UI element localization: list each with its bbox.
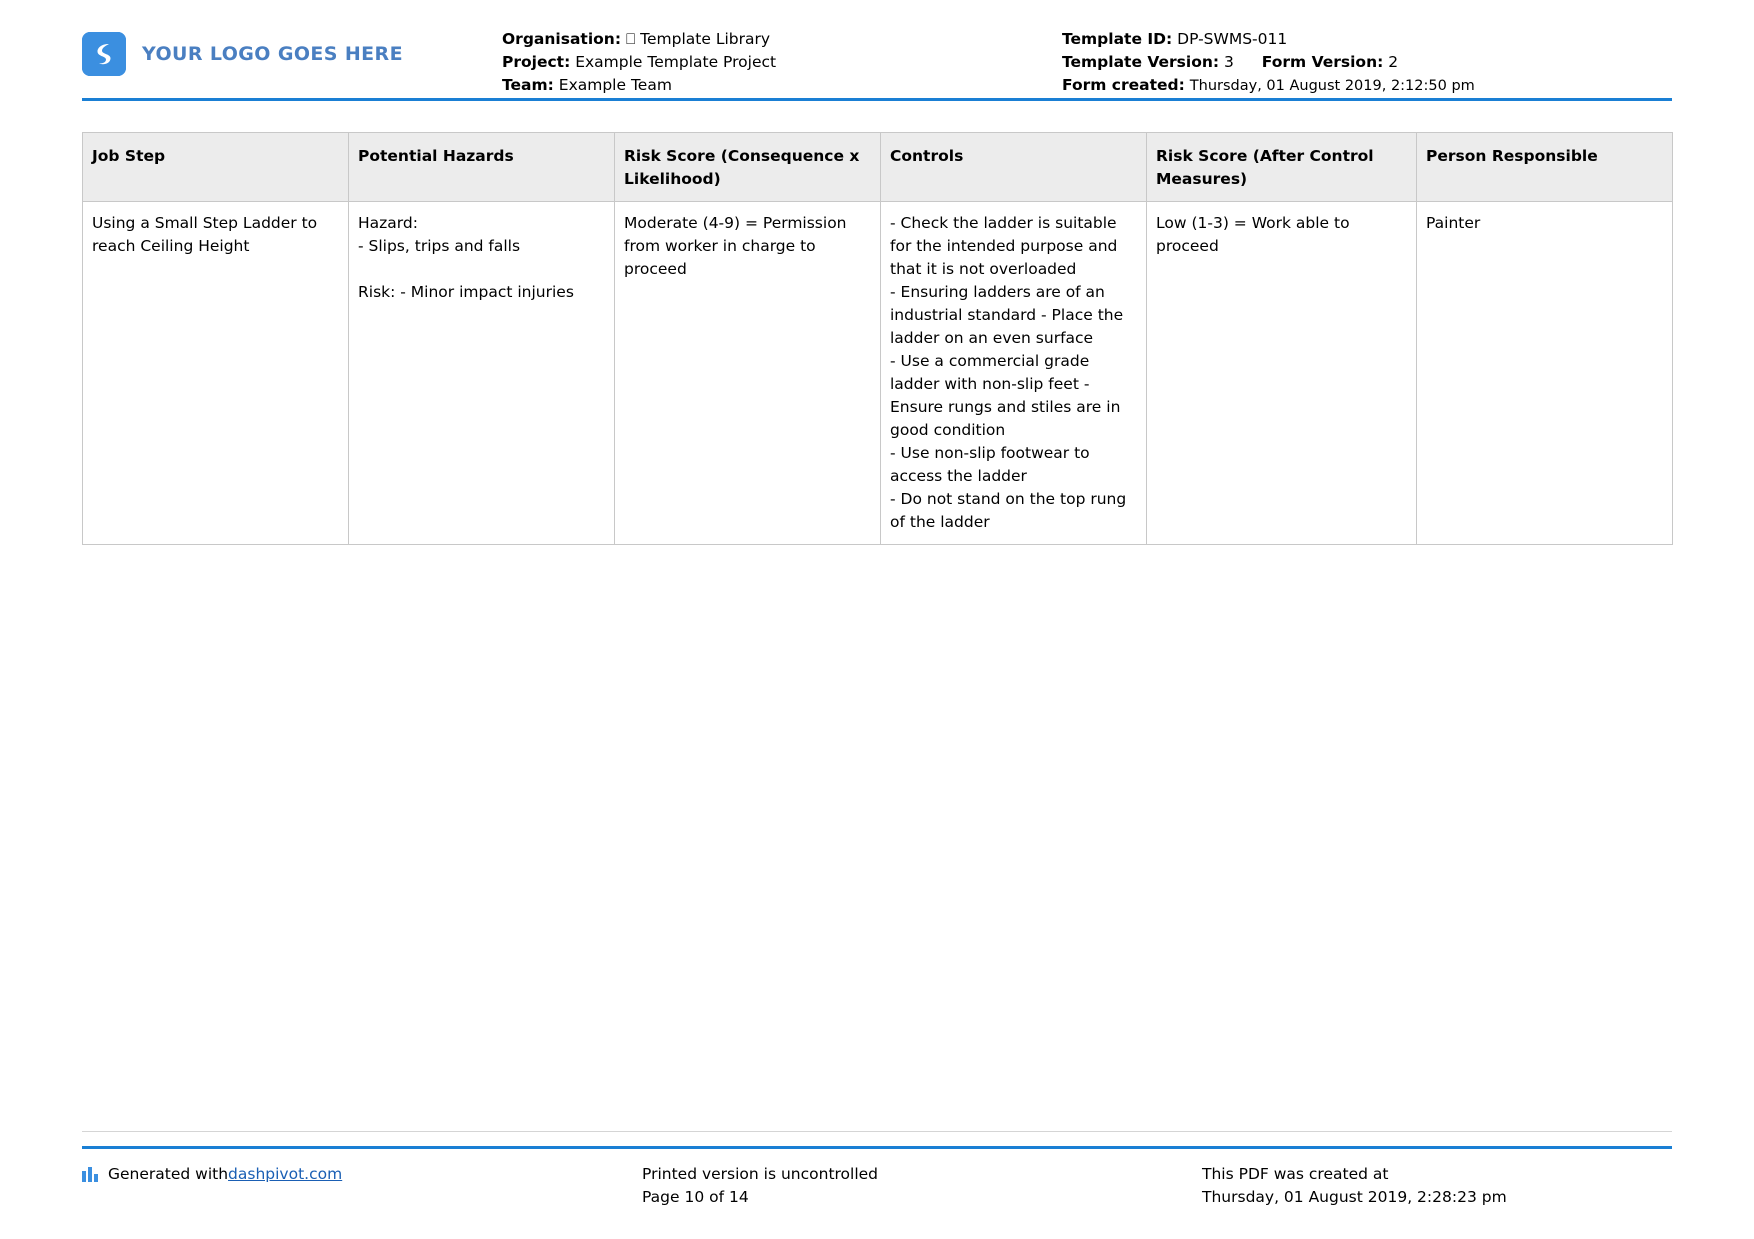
meta-template-version-value: 3 bbox=[1224, 53, 1234, 71]
table-header-row bbox=[83, 133, 1673, 202]
control-line: - Check the ladder is suitable for the intended purpose and that it is not overloaded bbox=[890, 214, 1118, 278]
meta-template-id bbox=[1062, 28, 1672, 51]
cell-risk-score: Moderate (4-9) = Permission from worker in charge to proceed bbox=[615, 202, 881, 545]
meta-form-created-label: Form created: bbox=[1062, 76, 1185, 94]
meta-organisation-value: ⎕ Template Library bbox=[625, 30, 771, 48]
column-header-controls: Controls bbox=[881, 133, 1147, 202]
control-line: - Do not stand on the top rung of the ladder bbox=[890, 490, 1127, 531]
footer-generated bbox=[82, 1163, 642, 1209]
control-line: - Use a commercial grade ladder with non-slip feet - Ensure rungs and stiles are in good condition bbox=[890, 352, 1121, 439]
footer-page-number: Page 10 of 14 bbox=[642, 1188, 749, 1206]
meta-form-created-value: Thursday, 01 August 2019, 2:12:50 pm bbox=[1189, 78, 1475, 94]
meta-template-id-value: DP-SWMS-011 bbox=[1177, 30, 1288, 48]
logo-block bbox=[82, 22, 502, 76]
meta-team-value: Example Team bbox=[558, 76, 672, 94]
cell-risk-score-after: Low (1-3) = Work able to proceed bbox=[1147, 202, 1417, 545]
control-line: - Ensuring ladders are of an industrial standard - Place the ladder on an even surface bbox=[890, 283, 1124, 347]
header-meta-left bbox=[502, 22, 1062, 97]
meta-organisation bbox=[502, 28, 1062, 51]
footer-thin-divider bbox=[82, 1131, 1672, 1132]
meta-project-label: Project: bbox=[502, 53, 571, 71]
meta-versions bbox=[1062, 51, 1672, 74]
hazard-line: - Slips, trips and falls bbox=[358, 237, 521, 255]
meta-project bbox=[502, 51, 1062, 74]
bar-chart-icon bbox=[82, 1165, 99, 1189]
document-header bbox=[82, 0, 1672, 94]
footer-pdf-created-label: This PDF was created at bbox=[1202, 1165, 1389, 1183]
dashpivot-link[interactable]: dashpivot.com bbox=[228, 1165, 343, 1183]
meta-team bbox=[502, 74, 1062, 97]
column-header-risk-score-after: Risk Score (After Control Measures) bbox=[1147, 133, 1417, 202]
meta-template-version-label: Template Version: bbox=[1062, 53, 1220, 71]
meta-team-label: Team: bbox=[502, 76, 554, 94]
meta-form-version-value: 2 bbox=[1388, 53, 1399, 71]
cell-potential-hazards bbox=[349, 202, 615, 545]
footer-print-status bbox=[642, 1163, 1202, 1209]
hazard-spacer bbox=[358, 258, 605, 281]
header-meta-right bbox=[1062, 22, 1672, 98]
meta-form-version-label: Form Version: bbox=[1261, 53, 1384, 71]
cell-job-step: Using a Small Step Ladder to reach Ceiling Height bbox=[83, 202, 349, 545]
cell-controls bbox=[881, 202, 1147, 545]
column-header-person-responsible: Person Responsible bbox=[1417, 133, 1673, 202]
logo-text: YOUR LOGO GOES HERE bbox=[142, 43, 403, 65]
cell-person-responsible: Painter bbox=[1417, 202, 1673, 545]
hazard-line: Hazard: bbox=[358, 214, 418, 232]
logo-mark-icon bbox=[82, 32, 126, 76]
meta-form-created bbox=[1062, 74, 1672, 98]
swms-table bbox=[82, 132, 1673, 545]
document-footer bbox=[82, 1131, 1672, 1209]
footer-generated-text: Generated with bbox=[108, 1165, 229, 1183]
footer-pdf-created bbox=[1202, 1163, 1672, 1209]
hazard-line: Risk: - Minor impact injuries bbox=[358, 283, 574, 301]
meta-template-id-label: Template ID: bbox=[1062, 30, 1173, 48]
footer-pdf-created-value: Thursday, 01 August 2019, 2:28:23 pm bbox=[1202, 1188, 1507, 1206]
table-row bbox=[83, 202, 1673, 545]
header-divider bbox=[82, 98, 1672, 101]
control-line: - Use non-slip footwear to access the ladder bbox=[890, 444, 1090, 485]
column-header-potential-hazards: Potential Hazards bbox=[349, 133, 615, 202]
footer-uncontrolled-text: Printed version is uncontrolled bbox=[642, 1165, 879, 1183]
meta-organisation-label: Organisation: bbox=[502, 30, 622, 48]
column-header-risk-score: Risk Score (Consequence x Likelihood) bbox=[615, 133, 881, 202]
footer-divider bbox=[82, 1146, 1672, 1149]
meta-project-value: Example Template Project bbox=[575, 53, 777, 71]
column-header-job-step: Job Step bbox=[83, 133, 349, 202]
